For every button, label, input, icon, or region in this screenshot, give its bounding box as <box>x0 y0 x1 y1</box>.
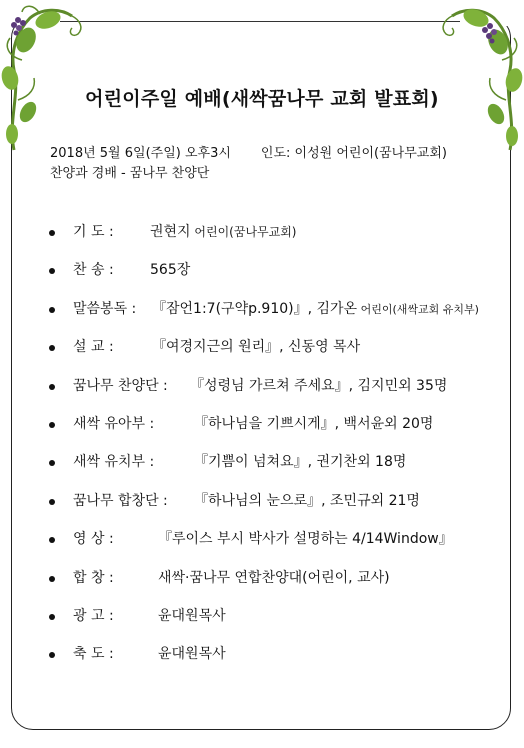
program-list <box>0 222 524 683</box>
grapevine-ornament-left-icon <box>0 0 96 160</box>
program-item-content <box>152 299 479 320</box>
program-item-label: 찬 송 : <box>73 262 114 279</box>
program-item-label: 꿈나무 찬양단 : <box>73 377 168 394</box>
program-item-note: 어린이(꿈나무교회) <box>190 225 297 239</box>
program-item <box>0 337 524 375</box>
program-item-content-main: 권현지 <box>150 224 191 240</box>
program-item-label: 광 고 : <box>73 607 114 624</box>
program-item-content: 『하나님을 기쁘시게』, 백서윤외 20명 <box>194 415 434 432</box>
header-rule <box>60 21 460 22</box>
program-item <box>0 299 524 337</box>
program-item <box>0 222 524 260</box>
bullet-icon <box>49 268 55 274</box>
program-item-label: 설 교 : <box>73 339 114 356</box>
program-item <box>0 260 524 298</box>
program-item-label: 새싹 유아부 : <box>73 415 155 432</box>
program-item-content: 『여경지근의 원리』, 신동영 목사 <box>152 339 361 356</box>
program-item-content: 『성령님 가르쳐 주세요』, 김지민외 35명 <box>190 377 448 394</box>
program-item-note: 어린이(새싹교회 유치부) <box>357 302 479 316</box>
program-item-content: 『기쁨이 넘쳐요』, 권기찬외 18명 <box>194 454 407 471</box>
grapevine-ornament-right-icon <box>428 0 524 160</box>
program-item-content: 565장 <box>150 262 191 279</box>
program-item <box>0 568 524 606</box>
page-title: 어린이주일 예배(새싹꿈나무 교회 발표회) <box>85 88 439 110</box>
bullet-icon <box>49 652 55 658</box>
service-officiant: 인도: 이성원 어린이(꿈나무교회) <box>260 146 447 161</box>
program-item-content: 윤대원목사 <box>158 646 226 663</box>
bullet-icon <box>49 499 55 505</box>
bullet-icon <box>49 422 55 428</box>
program-item-label: 새싹 유치부 : <box>73 454 155 471</box>
bullet-icon <box>49 345 55 351</box>
program-item-content: 『루이스 부시 박사가 설명하는 4/14Window』 <box>158 531 453 548</box>
program-item-label: 영 상 : <box>73 531 114 548</box>
bullet-icon <box>49 460 55 466</box>
program-item-label: 꿈나무 합창단 : <box>73 492 168 509</box>
program-item-content: 『하나님의 눈으로』, 조민규외 21명 <box>194 492 420 509</box>
praise-info-line: 찬양과 경배 - 꿈나무 찬양단 <box>50 166 210 181</box>
program-item-content-main: 『잠언1:7(구약p.910)』, 김가온 <box>152 300 358 317</box>
program-item <box>0 376 524 414</box>
program-item <box>0 452 524 490</box>
service-info-line <box>50 144 447 164</box>
program-item-label: 기 도 : <box>73 224 114 240</box>
service-date-time: 2018년 5월 6일(주일) 오후3시 <box>50 146 231 161</box>
program-item <box>0 644 524 682</box>
program-item <box>0 491 524 529</box>
bullet-icon <box>49 230 55 236</box>
program-item-label: 축 도 : <box>73 646 114 663</box>
bullet-icon <box>49 537 55 543</box>
bullet-icon <box>49 307 55 313</box>
program-item <box>0 606 524 644</box>
program-item <box>0 529 524 567</box>
program-item <box>0 414 524 452</box>
program-item-content: 새싹·꿈나무 연합찬양대(어린이, 교사) <box>158 569 390 586</box>
bullet-icon <box>49 576 55 582</box>
bullet-icon <box>49 614 55 620</box>
program-item-content <box>150 222 297 242</box>
program-item-label: 합 창 : <box>73 569 114 586</box>
program-item-label: 말씀봉독 : <box>73 300 137 317</box>
program-item-content: 윤대원목사 <box>158 607 226 624</box>
bullet-icon <box>49 384 55 390</box>
